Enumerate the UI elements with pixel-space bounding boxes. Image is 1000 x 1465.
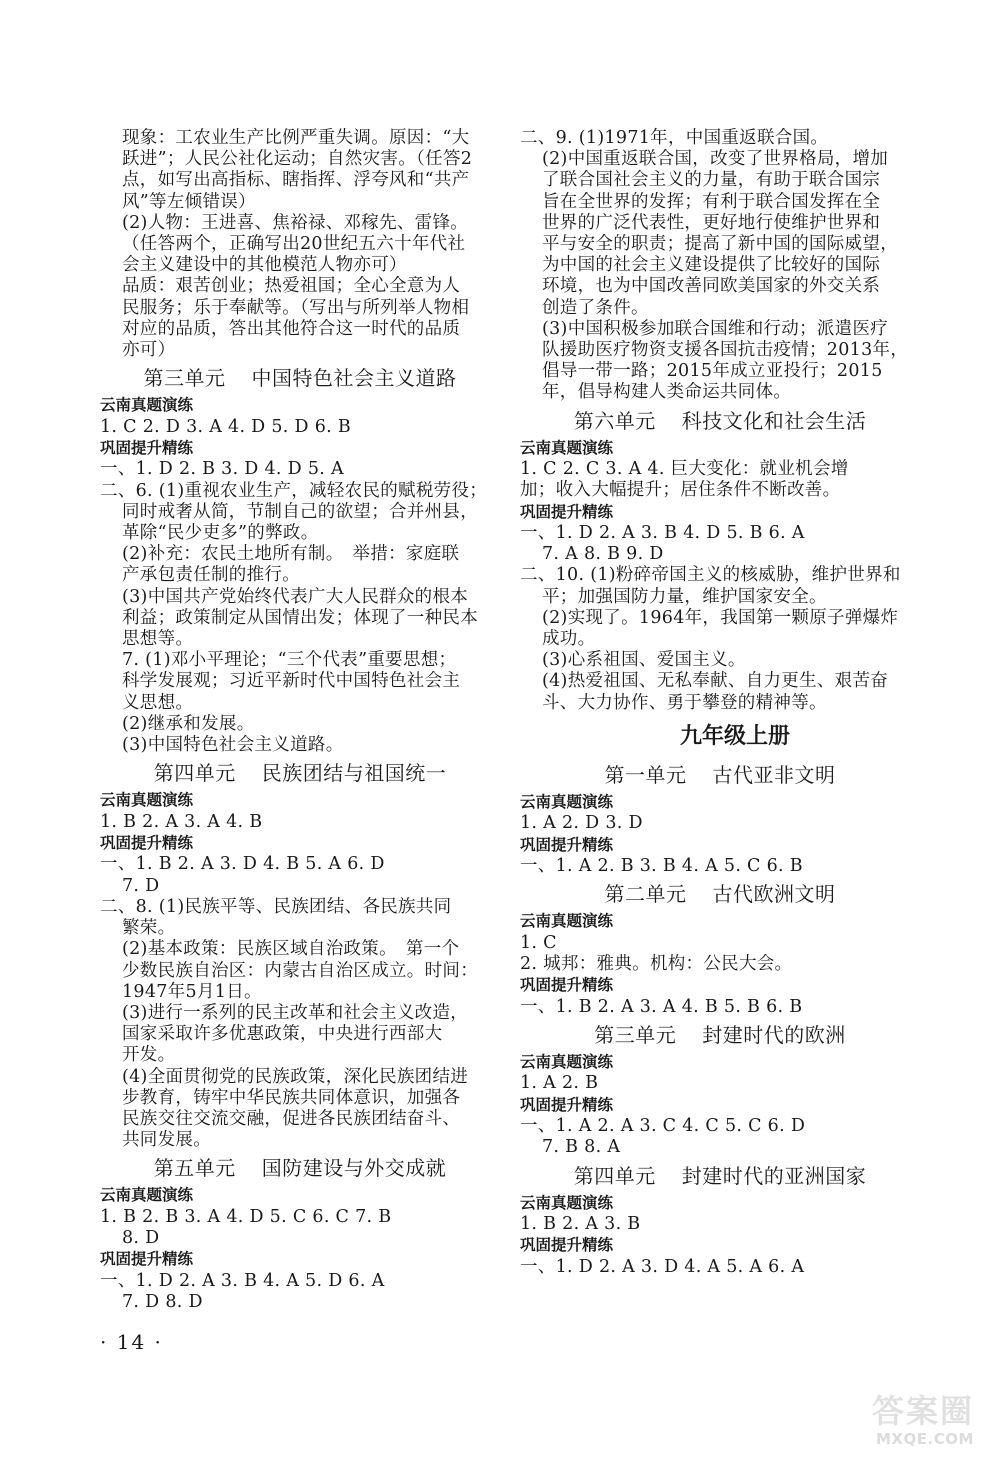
answer-line: (2)基本政策：民族区域自治政策。 第一个 [122, 939, 460, 960]
answer-line: 一、1. D 2. A 3. B 4. A 5. D 6. A [100, 1270, 385, 1291]
answer-line: 创造了条件。 [542, 297, 649, 318]
answer-line: 7. D 8. D [122, 1291, 203, 1312]
answer-line: (3)心系祖国、爱国主义。 [542, 650, 746, 671]
section-label: 巩固提升精练 [100, 438, 194, 457]
answer-line: 一、1. A 2. A 3. C 4. C 5. C 6. D [520, 1116, 806, 1137]
answer-line: 共同发展。 [122, 1130, 211, 1151]
section-label: 巩固提升精练 [520, 1236, 614, 1255]
answer-line: (2)实现了。1964年，我国第一颗原子弹爆炸 [542, 607, 899, 628]
unit-number: 第一单元 [604, 762, 687, 787]
section-label: 巩固提升精练 [520, 976, 614, 995]
answer-line: 二、9. (1)1971年，中国重返联合国。 [520, 128, 829, 148]
answer-line: 利益；政策制定从国情出发；体现了一种民本 [122, 607, 478, 628]
answer-line: (3)中国积极参加联合国维和行动；派遣医疗 [542, 318, 889, 339]
answer-line: 风”等左倾错误） [122, 191, 256, 212]
answer-line: 对应的品质，答出其他符合这一时代的品质 [122, 318, 461, 339]
answer-line: 一、1. D 2. B 3. D 4. D 5. A [100, 459, 344, 480]
answer-line: 平；加强国防力量，维护国家安全。 [542, 586, 827, 607]
unit-heading [520, 1018, 920, 1052]
section-label: 云南真题演练 [520, 792, 614, 811]
answer-line: (2)中国重返联合国，改变了世界格局，增加 [542, 149, 889, 170]
unit-heading [100, 1151, 500, 1185]
answer-line: 民服务；乐于奉献等。（写出与所列举人物相 [122, 297, 470, 318]
unit-heading [520, 1159, 920, 1193]
page-number: · 14 · [100, 1330, 163, 1354]
section-label: 巩固提升精练 [520, 502, 614, 521]
answer-line: 7. (1)邓小平理论；“三个代表”重要思想； [122, 650, 457, 671]
section-label: 云南真题演练 [100, 1186, 194, 1205]
answer-line: 现象：工农业生产比例严重失调。原因：“大 [122, 128, 470, 148]
unit-heading [520, 404, 920, 438]
answer-line: 义思想。 [122, 692, 194, 713]
answer-line: 革除“民少吏多”的弊政。 [122, 523, 319, 544]
answer-line: (2)继承和发展。 [122, 713, 255, 734]
unit-number: 第二单元 [604, 882, 687, 907]
answer-line: (4)全面贯彻党的民族政策，深化民族团结进 [122, 1066, 469, 1087]
section-label: 云南真题演练 [100, 791, 194, 810]
answer-line: 1. C 2. C 3. A 4. 巨大变化：就业机会增 [520, 459, 849, 480]
unit-heading [100, 361, 500, 395]
answer-line: 7. D [122, 875, 160, 896]
right-column [520, 128, 920, 1278]
answer-line: 步教育，铸牢中华民族共同体意识，加强各 [122, 1087, 461, 1108]
unit-title: 民族团结与祖国统一 [261, 761, 447, 786]
answer-line: 开发。 [122, 1045, 176, 1066]
answer-line: 二、10. (1)粉碎帝国主义的核威胁，维护世界和 [520, 565, 901, 586]
section-label: 云南真题演练 [520, 912, 614, 931]
answer-line: 1. A 2. B [520, 1073, 599, 1094]
answer-line: 同时戒奢从简，节制自己的欲望；合并州县， [122, 501, 478, 522]
answer-line: 繁荣。 [122, 918, 176, 939]
unit-number: 第四单元 [573, 1163, 656, 1188]
answer-line: 一、1. B 2. A 3. D 4. B 5. A 6. D [100, 854, 385, 875]
answer-line: 会主义建设中的其他模范人物亦可） [122, 255, 407, 276]
answer-line: (2)人物：王进喜、焦裕禄、邓稼先、雷锋。 [122, 212, 469, 233]
answer-line: 二、6. (1)重视农业生产，减轻农民的赋税劳役； [100, 480, 488, 501]
unit-number: 第三单元 [143, 366, 226, 391]
answer-line: 7. A 8. B 9. D [542, 544, 664, 565]
unit-heading [100, 756, 500, 790]
unit-number: 第三单元 [594, 1022, 677, 1047]
unit-title: 古代亚非文明 [712, 762, 836, 787]
answer-line: 一、1. A 2. B 3. B 4. A 5. C 6. B [520, 856, 803, 877]
answer-line: 旨在全世界的发挥；有利于联合国发挥在全 [542, 191, 881, 212]
answer-line: 亦可） [122, 340, 176, 361]
unit-title: 科技文化和社会生活 [681, 408, 867, 433]
answer-line: 一、1. B 2. A 3. A 4. B 5. B 6. B [520, 996, 803, 1017]
answer-line: (4)热爱祖国、无私奉献、自力更生、艰苦奋 [542, 671, 889, 692]
unit-heading [520, 758, 920, 792]
left-column [100, 128, 500, 1313]
answer-line: 倡导一带一路；2015年成立亚投行；2015 [542, 361, 883, 382]
answer-line: 1947年5月1日。 [122, 981, 262, 1002]
answer-line: 思想等。 [122, 629, 194, 650]
section-label: 云南真题演练 [520, 1052, 614, 1071]
section-label: 巩固提升精练 [520, 835, 614, 854]
unit-heading [520, 877, 920, 911]
watermark-text: 答案圈 [872, 1392, 975, 1430]
answer-line: 一、1. D 2. A 3. B 4. D 5. B 6. A [520, 523, 805, 544]
watermark-logo [872, 1386, 990, 1456]
unit-title: 国防建设与外交成就 [261, 1156, 447, 1181]
answer-line: 一、1. D 2. A 3. D 4. A 5. A 6. A [520, 1256, 805, 1277]
answer-line: 品质：艰苦创业；热爱祖国；全心全意为人 [122, 276, 461, 297]
answer-line: 世界的广泛代表性，更好地行使维护世界和 [542, 212, 881, 233]
unit-number: 第五单元 [153, 1156, 236, 1181]
answer-line: 8. D [122, 1228, 160, 1249]
answer-line: (3)进行一系列的民主改革和社会主义改造， [122, 1002, 469, 1023]
unit-title: 古代欧洲文明 [712, 882, 836, 907]
unit-number: 第四单元 [153, 761, 236, 786]
answer-line: 2. 城邦：雅典。机构：公民大会。 [520, 953, 793, 974]
answer-line: 平与安全的职责；提高了新中国的国际威望， [542, 234, 898, 255]
answer-line: (2)补充：农民土地所有制。 举措：家庭联 [122, 544, 460, 565]
answer-line: （任答两个，正确写出20世纪五六十年代社 [122, 234, 466, 255]
watermark-url: MXQE.COM [876, 1430, 974, 1448]
answer-line: 1. B 2. B 3. A 4. D 5. C 6. C 7. B [100, 1206, 392, 1227]
section-label: 云南真题演练 [100, 396, 194, 415]
section-label: 巩固提升精练 [100, 833, 194, 852]
answer-line: 1. A 2. D 3. D [520, 813, 643, 834]
answer-line: 跃进”；人民公社化运动；自然灾害。（任答2 [122, 149, 473, 170]
unit-title: 中国特色社会主义道路 [251, 366, 457, 391]
answer-line: 1. C [520, 932, 557, 953]
answer-line: 少数民族自治区：内蒙古自治区成立。时间： [122, 960, 478, 981]
answer-line: 国家采取许多优惠政策，中央进行西部大 [122, 1024, 443, 1045]
grade-heading: 九年级上册 [679, 722, 790, 749]
answer-line: 二、8. (1)民族平等、民族团结、各民族共同 [100, 896, 452, 917]
answer-line: 1. B 2. A 3. A 4. B [100, 811, 263, 832]
answer-line: 7. B 8. A [542, 1137, 621, 1158]
answer-line: (3)中国共产党始终代表广大人民群众的根本 [122, 586, 469, 607]
unit-title: 封建时代的欧洲 [702, 1022, 846, 1047]
answer-line: 为中国的社会主义建设提供了比较好的国际 [542, 255, 881, 276]
unit-number: 第六单元 [573, 408, 656, 433]
answer-line: 了联合国社会主义的力量，有助于联合国宗 [542, 170, 881, 191]
answer-line: 产承包责任制的推行。 [122, 565, 300, 586]
answer-line: 1. C 2. D 3. A 4. D 5. D 6. B [100, 416, 352, 437]
section-label: 巩固提升精练 [100, 1250, 194, 1269]
answer-line: 斗、大力协作、勇于攀登的精神等。 [542, 692, 827, 713]
section-label: 云南真题演练 [520, 438, 614, 457]
unit-title: 封建时代的亚洲国家 [681, 1163, 867, 1188]
section-label: 巩固提升精练 [520, 1095, 614, 1114]
answer-line: 科学发展观；习近平新时代中国特色社会主 [122, 671, 461, 692]
answer-line: (3)中国特色社会主义道路。 [122, 735, 344, 756]
answer-line: 民族交往交流交融，促进各民族团结奋斗、 [122, 1108, 461, 1129]
answer-line: 点，如写出高指标、瞎指挥、浮夸风和“共产 [122, 170, 470, 191]
answer-line: 加；收入大幅提升；居住条件不断改善。 [520, 480, 841, 501]
answer-line: 成功。 [542, 629, 596, 650]
answer-line: 1. B 2. A 3. B [520, 1214, 641, 1234]
answer-line: 队援助医疗物资支援各国抗击疫情；2013年， [542, 340, 909, 361]
answer-line: 年，倡导构建人类命运共同体。 [542, 382, 792, 403]
section-label: 云南真题演练 [520, 1193, 614, 1212]
answer-line: 环境，也为中国改善同欧美国家的外交关系 [542, 276, 881, 297]
